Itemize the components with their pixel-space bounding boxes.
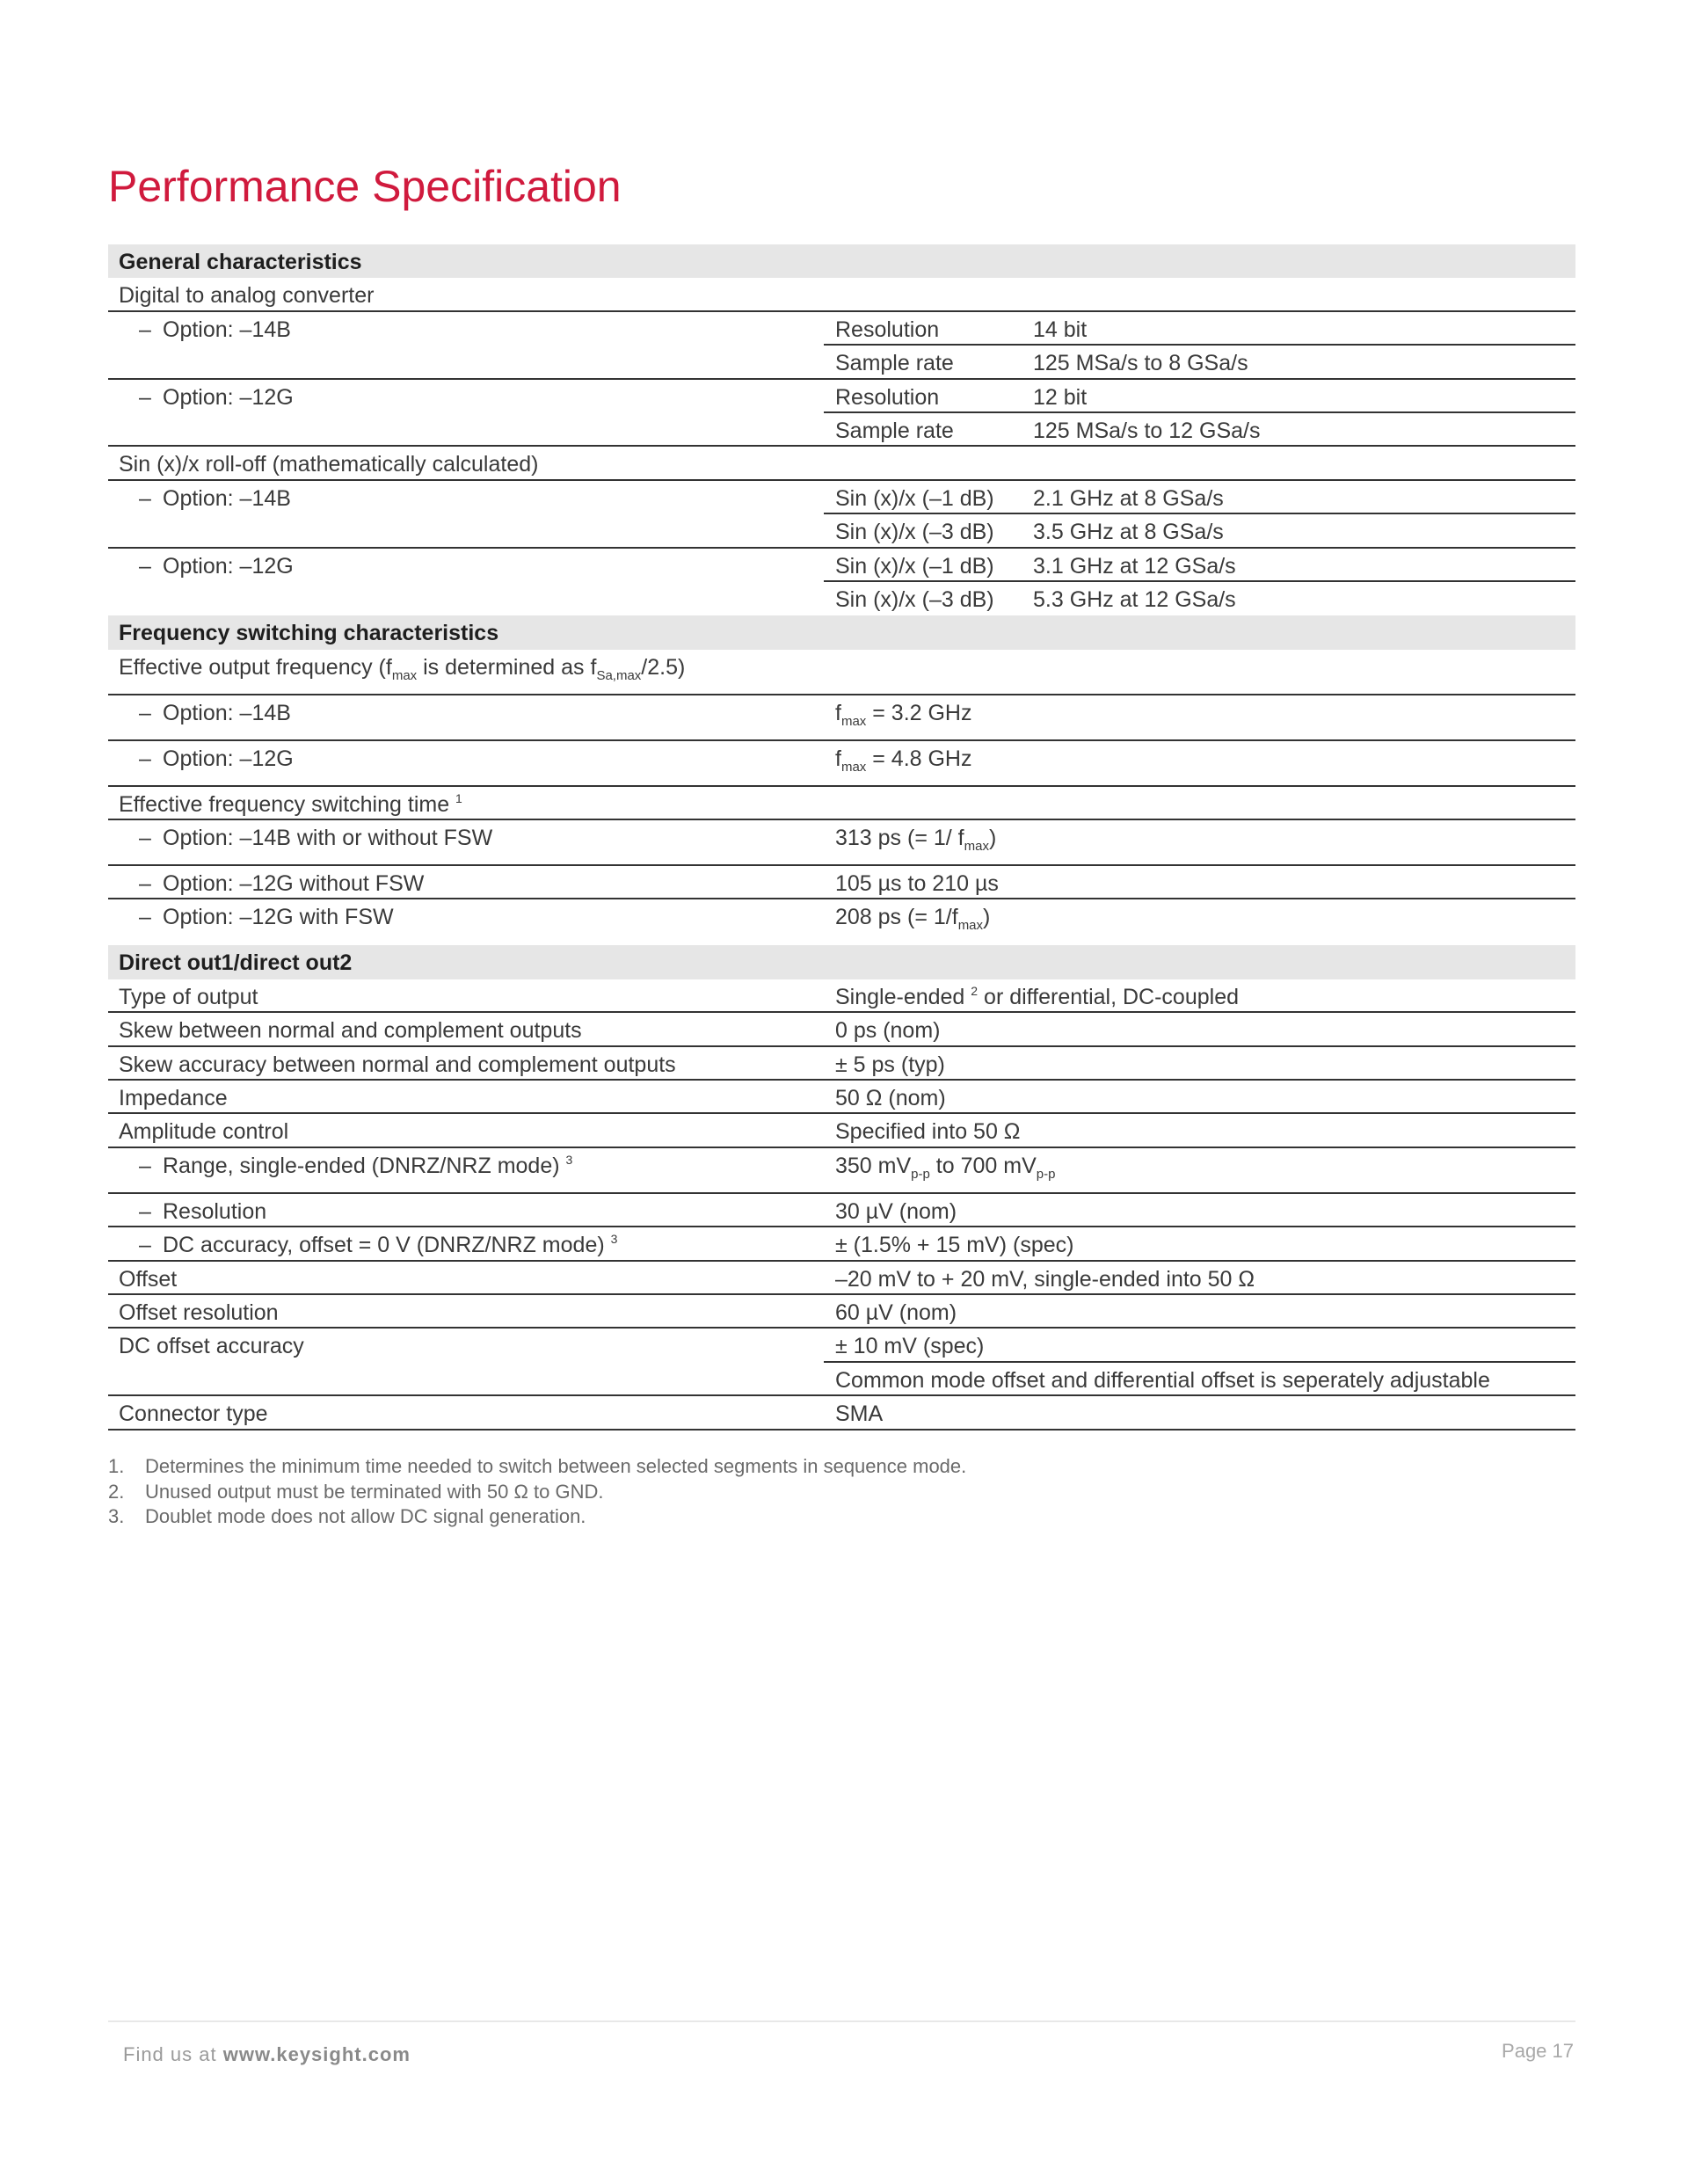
table-row [108, 549, 1575, 582]
table-row [108, 1114, 1575, 1147]
row-value: 50 Ω (nom) [835, 1086, 946, 1111]
table-row [108, 1047, 1575, 1081]
table-row [108, 866, 1575, 899]
row-sublabel: – Resolution [139, 1198, 267, 1224]
table-row [108, 1148, 1575, 1194]
row-value: $f_{max} = 3.2$ GHz [835, 700, 972, 729]
row-value: ± (1.5% + 15 mV) (spec) [835, 1233, 1074, 1258]
row-value: 105 µs to 210 µs [835, 871, 999, 897]
row-label: Effective frequency switching time $^1$ [119, 790, 462, 817]
table-row [108, 820, 1575, 866]
row-label: DC offset accuracy [119, 1334, 304, 1359]
row-value: 350 $mV_{p-p}$ to 700 $mV_{p-p}$ [835, 1153, 1056, 1182]
row-label: Sin (x)/x roll-off (mathematically calculated) [119, 452, 539, 477]
row-value: 208 ps (= $1/f_{max}$) [835, 905, 991, 934]
row-sublabel: – Option: –12G with FSW [139, 905, 394, 930]
section-title: Frequency switching characteristics [119, 621, 499, 646]
row-sublabel: – DC accuracy, offset = 0 V (DNRZ/NRZ mode) $^3$ [139, 1232, 618, 1258]
row-label: Skew accuracy between normal and complement outputs [119, 1052, 676, 1077]
row-label: Impedance [119, 1086, 228, 1111]
table-row [108, 481, 1575, 514]
section-header-frequency [108, 615, 1575, 649]
table-row [108, 278, 1575, 311]
footnote-ref: 3 [565, 1152, 573, 1167]
footnote-number: 3. [108, 1505, 125, 1527]
website-link[interactable]: www.keysight.com [222, 2043, 411, 2065]
spec-table [108, 244, 1575, 1431]
row-sublabel: – Option: –14B [139, 317, 291, 342]
param-value: 14 bit [1033, 317, 1088, 342]
footnote-text: Doublet mode does not allow DC signal generation. [145, 1505, 586, 1527]
row-value: 30 µV (nom) [835, 1198, 957, 1224]
table-row [108, 1396, 1575, 1430]
param-value: 2.1 GHz at 8 GSa/s [1033, 485, 1224, 511]
param-value: 3.1 GHz at 12 GSa/s [1033, 553, 1236, 579]
row-value: 60 µV (nom) [835, 1299, 957, 1325]
footnote-number: 1. [108, 1455, 125, 1477]
row-label: Digital to analog converter [119, 283, 375, 309]
row-label: Skew between normal and complement outputs [119, 1018, 582, 1044]
row-value: ± 5 ps (typ) [835, 1052, 945, 1077]
row-label: Connector type [119, 1401, 268, 1427]
row-sublabel: – Option: –12G [139, 553, 294, 579]
table-row [108, 1081, 1575, 1114]
row-sublabel: – Option: –12G [139, 746, 294, 771]
row-sublabel: – Option: –14B [139, 485, 291, 511]
footnote-text: Unused output must be terminated with 50 Ω to GND. [145, 1480, 604, 1503]
row-sublabel: – Option: –14B with or without FSW [139, 826, 493, 851]
table-row [108, 380, 1575, 413]
param-name: Resolution [835, 384, 940, 410]
param-name: Sin (x)/x (–3 dB) [835, 586, 994, 612]
row-value: Single-ended $^2$ or differential, DC-coupled [835, 983, 1240, 1009]
section-header-general [108, 244, 1575, 278]
footnote-ref: 3 [610, 1232, 618, 1247]
section-header-direct-out [108, 945, 1575, 979]
row-value: SMA [835, 1401, 884, 1427]
table-row [108, 447, 1575, 480]
row-label: Type of output [119, 984, 258, 1009]
table-row [108, 1262, 1575, 1295]
row-value: $f_{max} = 4.8$ GHz [835, 746, 972, 775]
row-sublabel: – Option: –12G without FSW [139, 871, 425, 897]
row-label: Amplitude control [119, 1119, 289, 1145]
row-value: –20 mV to + 20 mV, single-ended into 50 Ω [835, 1266, 1255, 1292]
table-row [108, 899, 1575, 945]
row-value: 0 ps (nom) [835, 1018, 941, 1044]
table-row [108, 1363, 1575, 1396]
table-row [108, 1295, 1575, 1329]
row-sublabel: – Option: –12G [139, 384, 294, 410]
param-value: 12 bit [1033, 384, 1088, 410]
footnote-number: 2. [108, 1480, 125, 1503]
table-row [108, 741, 1575, 787]
row-value: 313 ps (= 1/ $f_{max}$) [835, 826, 997, 855]
param-name: Sin (x)/x (–3 dB) [835, 520, 994, 545]
row-label: Offset [119, 1266, 178, 1292]
param-name: Sin (x)/x (–1 dB) [835, 485, 994, 511]
table-row [108, 514, 1575, 548]
row-sublabel: – Option: –14B [139, 700, 291, 725]
row-value: Common mode offset and differential offset is seperately adjustable [835, 1367, 1490, 1393]
table-row [108, 1329, 1575, 1362]
section-title: General characteristics [119, 250, 362, 274]
table-row [108, 695, 1575, 741]
table-row [108, 979, 1575, 1013]
row-label: Effective output frequency ($f_{max}$ is determined as $f_{Sa,max}/2.5$) [119, 654, 686, 683]
param-value: 125 MSa/s to 8 GSa/s [1033, 351, 1248, 376]
table-row [108, 346, 1575, 379]
table-row [108, 650, 1575, 695]
footnote-ref: 2 [971, 983, 979, 998]
table-row [108, 413, 1575, 447]
footnote-ref: 1 [455, 790, 462, 805]
param-value: 125 MSa/s to 12 GSa/s [1033, 418, 1261, 443]
param-name: Sample rate [835, 418, 954, 443]
param-name: Sin (x)/x (–1 dB) [835, 553, 994, 579]
row-sublabel: – Range, single-ended (DNRZ/NRZ mode) $^3$ [139, 1152, 573, 1178]
row-value: Specified into 50 Ω [835, 1119, 1021, 1145]
page-title: Performance Specification [108, 162, 622, 211]
row-label: Offset resolution [119, 1299, 279, 1325]
table-row [108, 1013, 1575, 1046]
footer-contact: Find us at www.keysight.com [123, 2043, 411, 2065]
footer-divider [108, 2020, 1575, 2022]
table-row [108, 787, 1575, 820]
param-name: Sample rate [835, 351, 954, 376]
page-number: Page 17 [1502, 2040, 1574, 2062]
section-title: Direct out1/direct out2 [119, 950, 353, 976]
param-value: 3.5 GHz at 8 GSa/s [1033, 520, 1224, 545]
param-name: Resolution [835, 317, 940, 342]
footnote-text: Determines the minimum time needed to switch between selected segments in sequence mode. [145, 1455, 967, 1477]
table-row [108, 1194, 1575, 1227]
table-row [108, 312, 1575, 346]
table-row [108, 1227, 1575, 1261]
param-value: 5.3 GHz at 12 GSa/s [1033, 586, 1236, 612]
row-value: ± 10 mV (spec) [835, 1334, 985, 1359]
table-row [108, 582, 1575, 615]
